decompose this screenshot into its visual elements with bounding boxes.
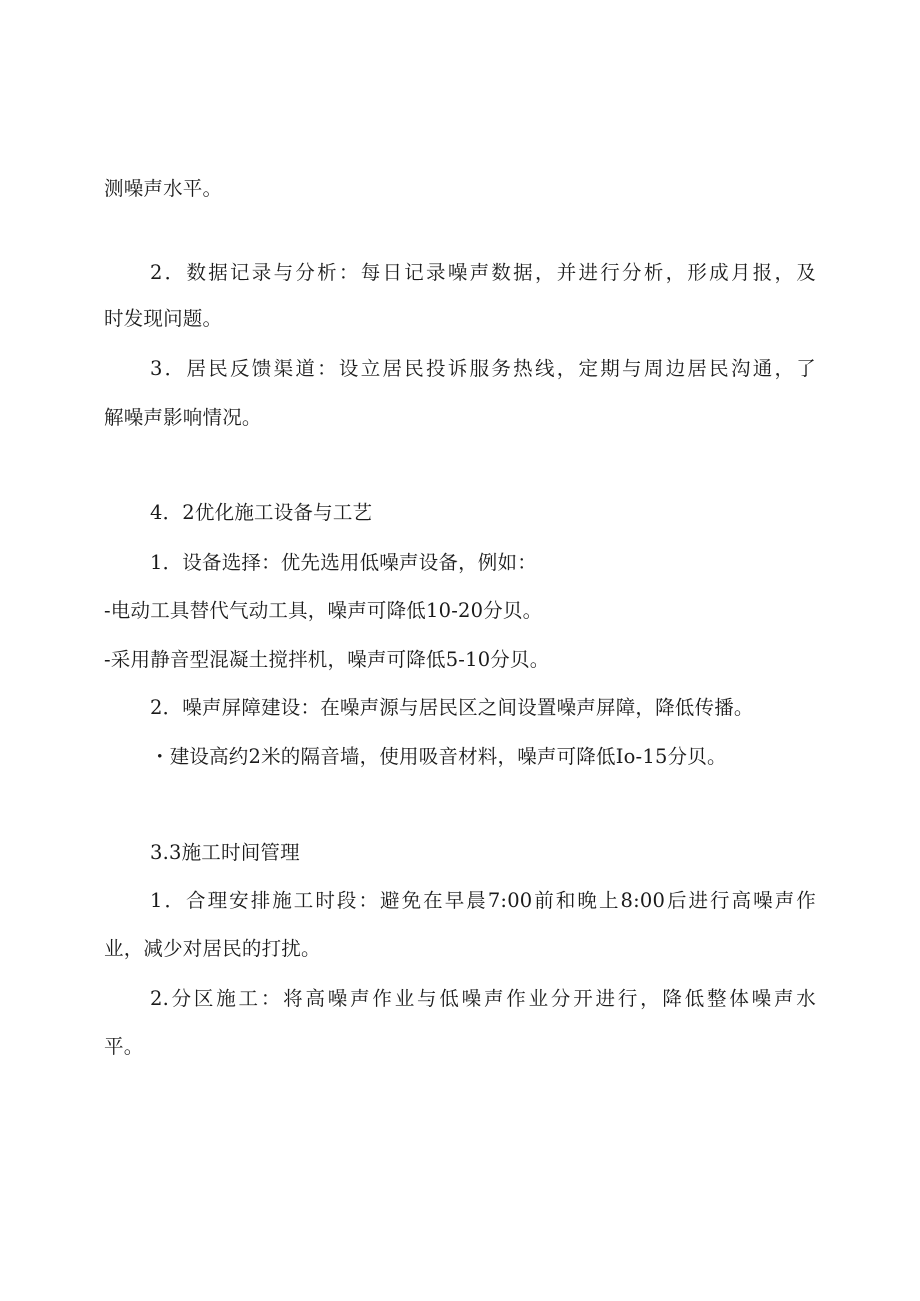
item-equipment-selection: 1．设备选择：优先选用低噪声设备，例如： (150, 551, 537, 574)
section-heading-schedule: 3.3施工时间管理 (150, 841, 300, 864)
item-zoning-line-2: 平。 (104, 1035, 144, 1058)
item-schedule-line-2: 业，减少对居民的打扰。 (104, 937, 321, 960)
item-schedule-line-1: 1．合理安排施工时段：避免在早晨7:00前和晚上8:00后进行高噪声作 (150, 889, 816, 912)
item-data-record-line-1: 2．数据记录与分析：每日记录噪声数据，并进行分析，形成月报，及 (150, 261, 816, 284)
item-resident-feedback-line-1: 3．居民反馈渠道：设立居民投诉服务热线，定期与周边居民沟通，了 (150, 357, 816, 380)
paragraph-line: 测噪声水平。 (104, 177, 223, 200)
section-heading-equipment: 4．2优化施工设备与工艺 (150, 501, 373, 524)
item-zoning-line-1: 2.分区施工：将高噪声作业与低噪声作业分开进行，降低整体噪声水 (150, 987, 816, 1010)
item-data-record-line-2: 时发现问题。 (104, 307, 223, 330)
bullet-silent-mixer: -采用静音型混凝土搅拌机，噪声可降低5-10分贝。 (104, 648, 550, 671)
bullet-sound-wall: ・建设高约2米的隔音墙，使用吸音材料，噪声可降低Io-15分贝。 (150, 745, 727, 768)
item-resident-feedback-line-2: 解噪声影响情况。 (104, 406, 262, 429)
item-noise-barrier: 2．噪声屏障建设：在噪声源与居民区之间设置噪声屏障，降低传播。 (150, 696, 754, 719)
bullet-electric-tools: -电动工具替代气动工具，噪声可降低10-20分贝。 (104, 599, 543, 622)
